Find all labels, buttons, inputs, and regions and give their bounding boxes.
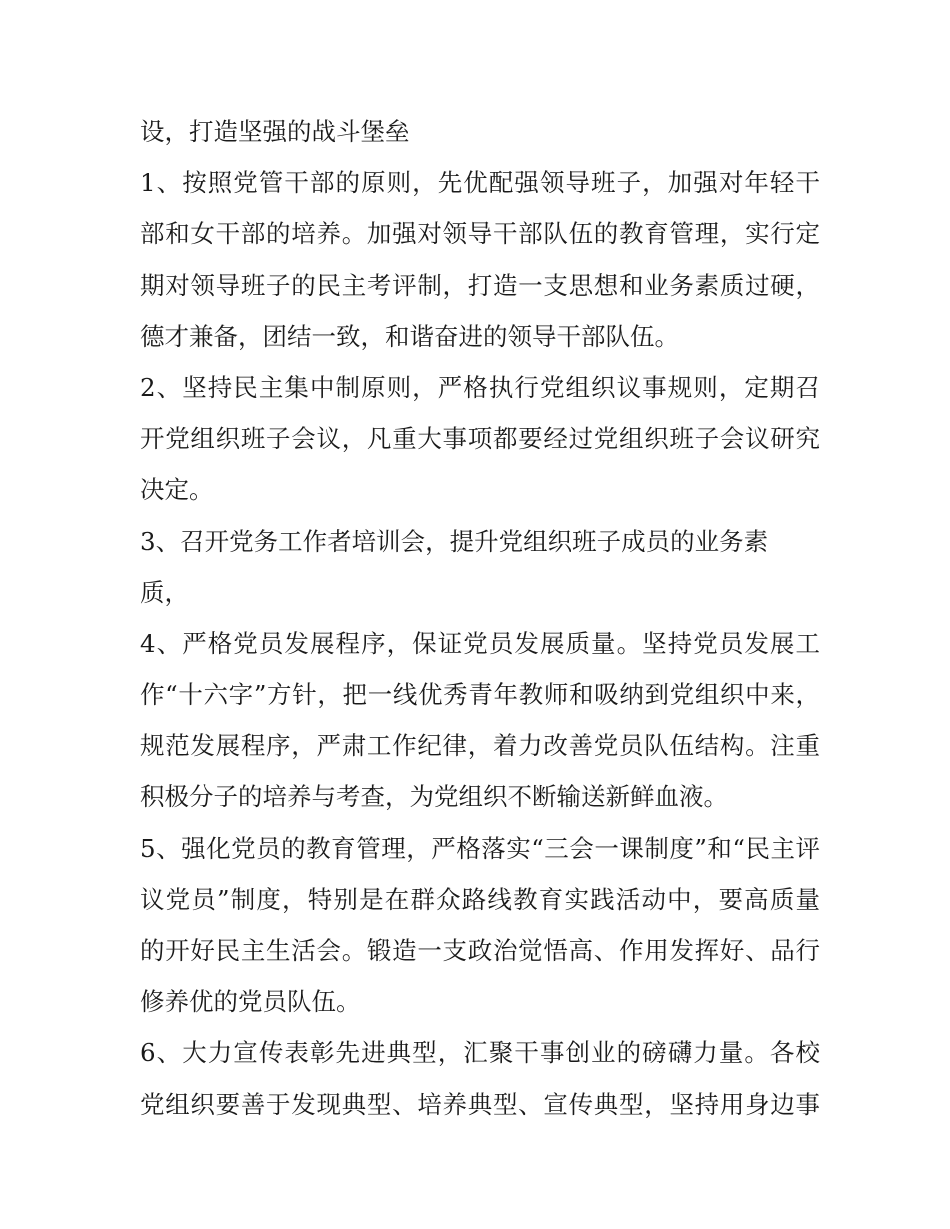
text-line: 部和女干部的培养。加强对领导干部队伍的教育管理，实行定 <box>140 219 820 249</box>
text-line: 5、强化党员的教育管理，严格落实“三会一课制度”和“民主评 <box>140 833 820 863</box>
text-line: 作“十六字”方针，把一线优秀青年教师和吸纳到党组织中来， <box>140 680 820 710</box>
text-line: 3、召开党务工作者培训会，提升党组织班子成员的业务素 <box>140 526 769 556</box>
text-line: 议党员”制度，特别是在群众路线教育实践活动中，要高质量 <box>140 884 820 914</box>
text-line: 4、严格党员发展程序，保证党员发展质量。坚持党员发展工 <box>140 628 820 658</box>
document-body <box>140 106 820 1130</box>
text-line: 期对领导班子的民主考评制，打造一支思想和业务素质过硬， <box>140 270 820 300</box>
text-line: 规范发展程序，严肃工作纪律，着力改善党员队伍结构。注重 <box>140 731 820 761</box>
text-line: 质， <box>140 577 189 607</box>
text-line: 2、坚持民主集中制原则，严格执行党组织议事规则，定期召 <box>140 372 820 402</box>
text-line: 决定。 <box>140 475 214 505</box>
text-line: 修养优的党员队伍。 <box>140 987 361 1017</box>
text-line: 开党组织班子会议，凡重大事项都要经过党组织班子会议研究 <box>140 424 820 454</box>
text-line: 1、按照党管干部的原则，先优配强领导班子，加强对年轻干 <box>140 168 820 198</box>
text-line: 6、大力宣传表彰先进典型，汇聚干事创业的磅礴力量。各校 <box>140 1038 820 1068</box>
text-line: 的开好民主生活会。锻造一支政治觉悟高、作用发挥好、品行 <box>140 936 820 965</box>
text-line: 德才兼备，团结一致，和谐奋进的领导干部队伍。 <box>140 321 679 351</box>
text-line: 党组织要善于发现典型、培养典型、宣传典型，坚持用身边事 <box>140 1089 820 1119</box>
text-line: 设，打造坚强的战斗堡垒 <box>140 117 410 146</box>
text-line: 积极分子的培养与考查，为党组织不断输送新鲜血液。 <box>140 782 728 812</box>
